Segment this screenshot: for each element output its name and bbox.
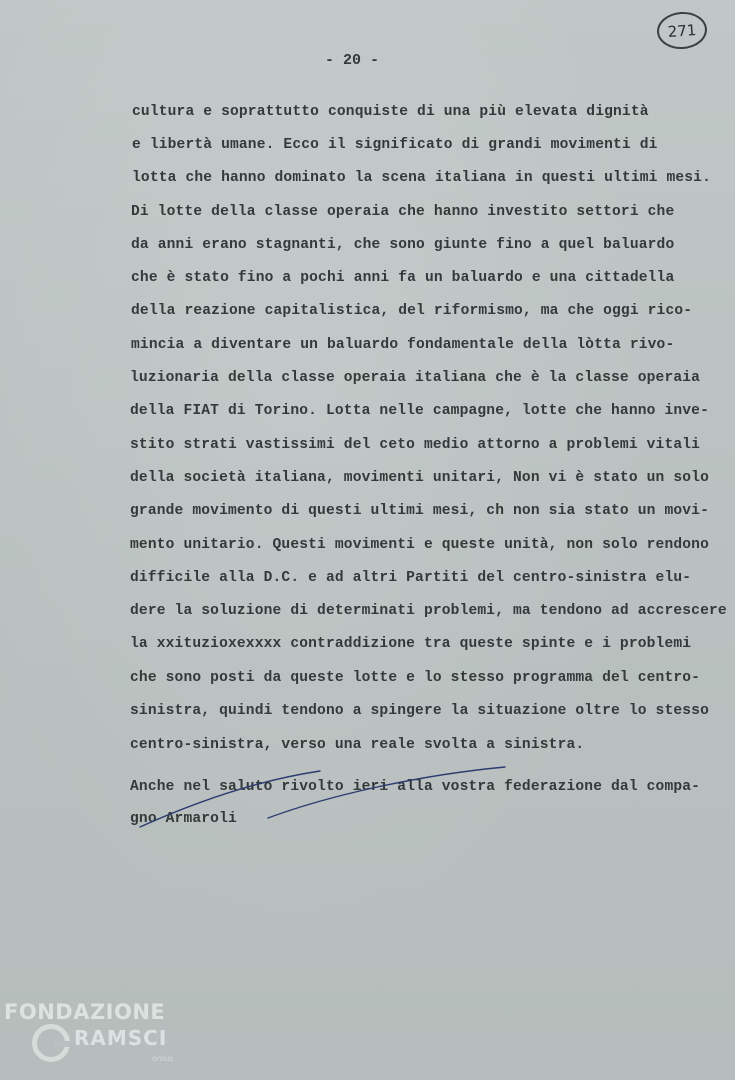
text-line: dere la soluzione di determinati problemi, ma tendono ad accrescere	[130, 603, 727, 619]
text-line: mento unitario. Questi movimenti e queste unità, non solo rendono	[130, 537, 709, 553]
text-line: grande movimento di questi ultimi mesi, ch non sia stato un movi-	[130, 503, 709, 519]
text-line: lotta che hanno dominato la scena italiana in questi ultimi mesi.	[132, 170, 711, 186]
text-line: della FIAT di Torino. Lotta nelle campagne, lotte che hanno inve-	[130, 403, 709, 419]
archive-number-stamp: 271	[656, 10, 708, 50]
text-line: luzionaria della classe operaia italiana che è la classe operaia	[130, 370, 701, 386]
text-line: sinistra, quindi tendono a spingere la situazione oltre lo stesso	[130, 703, 709, 719]
page-number: - 20 -	[324, 52, 379, 69]
text-line: da anni erano stagnanti, che sono giunte fino a quel baluardo	[131, 237, 675, 253]
text-line: stito strati vastissimi del ceto medio attorno a problemi vitali	[130, 437, 701, 453]
text-line: della società italiana, movimenti unitari, Non vi è stato un solo	[130, 470, 709, 486]
watermark-line2: RAMSCI	[74, 1026, 168, 1050]
text-line: che sono posti da queste lotte e lo stesso programma del centro-	[130, 670, 701, 686]
text-line: centro-sinistra, verso una reale svolta a sinistra.	[130, 737, 585, 753]
fondazione-gramsci-watermark	[4, 998, 194, 1078]
text-line: Anche nel saluto rivolto ieri alla vostra federazione dal compa-	[130, 779, 701, 795]
text-line: e libertà umane. Ecco il significato di grandi movimenti di	[132, 137, 658, 153]
text-line: difficile alla D.C. e ad altri Partiti del centro-sinistra elu-	[130, 570, 692, 586]
text-line: cultura e soprattutto conquiste di una più elevata dignità	[132, 104, 649, 120]
text-line: gno Armaroli	[130, 811, 237, 827]
text-line: che è stato fino a pochi anni fa un baluardo e una cittadella	[131, 270, 675, 286]
text-line: mincia a diventare un baluardo fondamentale della lòtta rivo-	[131, 337, 675, 353]
text-line: la xxituzioxexxxx contraddizione tra queste spinte e i problemi	[130, 636, 692, 652]
watermark-suffix: onlus	[152, 1054, 174, 1063]
watermark-line1: FONDAZIONE	[4, 1000, 166, 1024]
watermark-g-logo	[32, 1024, 70, 1062]
text-line: della reazione capitalistica, del riformismo, ma che oggi rico-	[131, 303, 693, 319]
text-line: Di lotte della classe operaia che hanno investito settori che	[131, 204, 675, 220]
